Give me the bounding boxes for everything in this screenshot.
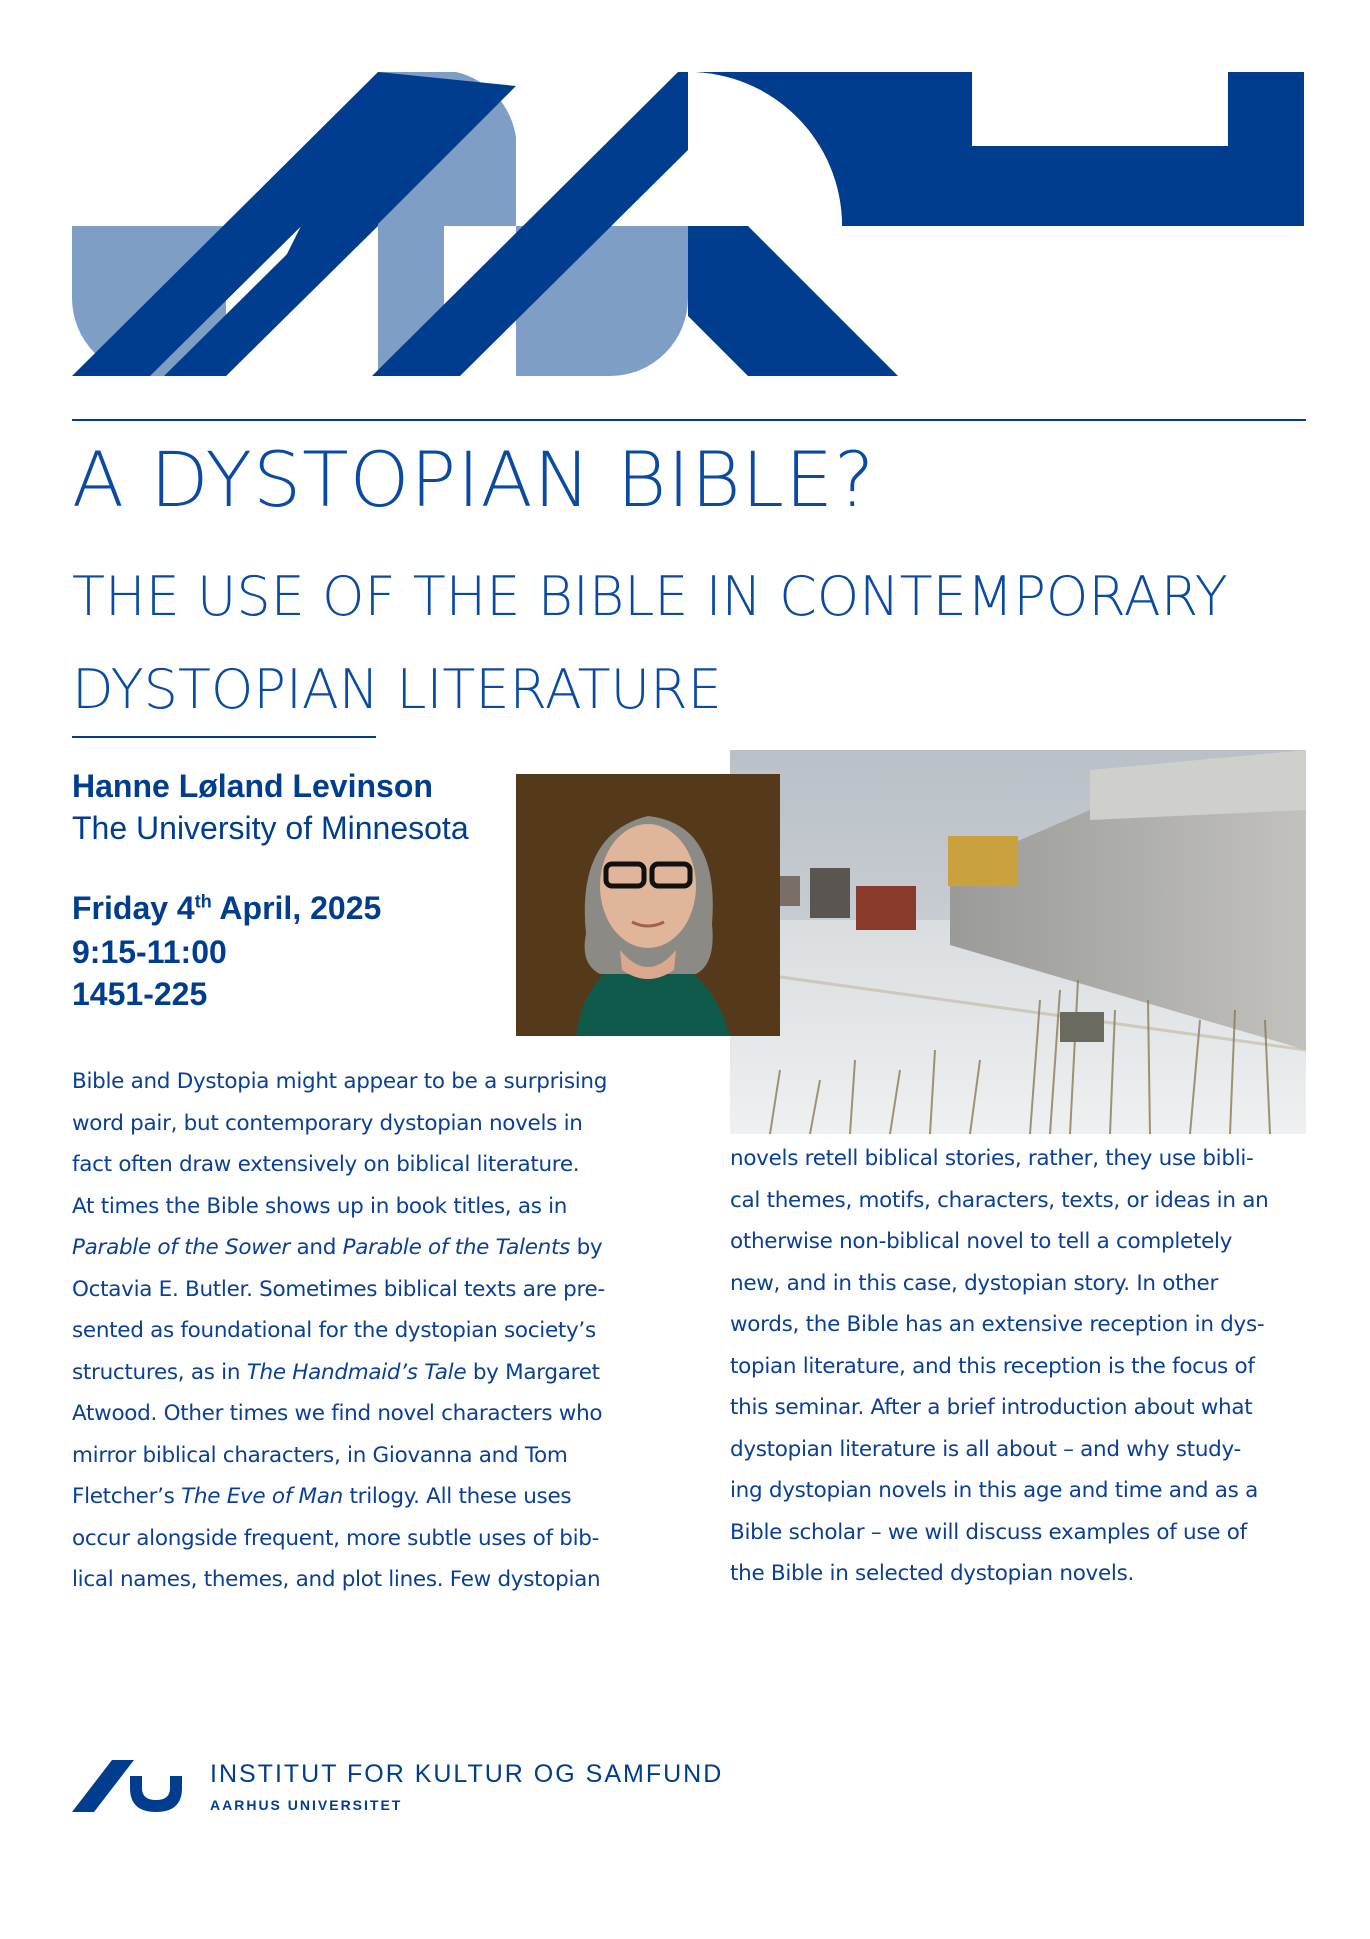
body-line: Bible scholar – we will discuss examples of use of xyxy=(730,1519,1247,1545)
subtitle-line-2: DYSTOPIAN LITERATURE xyxy=(72,658,722,721)
body-line: Octavia E. Butler. Sometimes biblical texts are pre- xyxy=(72,1276,605,1302)
body-line: At times the Bible shows up in book titles, as in xyxy=(72,1193,568,1219)
body-line: the Bible in selected dystopian novels. xyxy=(730,1561,1135,1586)
body-line: fact often draw extensively on biblical literature. xyxy=(72,1152,580,1177)
body-line: this seminar. After a brief introduction about what xyxy=(730,1395,1253,1420)
body-line: occur alongside frequent, more subtle uses of bib- xyxy=(72,1525,600,1551)
h-cut xyxy=(972,72,1228,146)
event-room: 1451-225 xyxy=(72,976,208,1012)
speaker-portrait xyxy=(516,774,780,1036)
header-graphic xyxy=(72,72,1304,380)
body-line: structures, as in The Handmaid’s Tale by Margaret xyxy=(72,1359,600,1385)
body-line: otherwise non-biblical novel to tell a completely xyxy=(730,1229,1233,1254)
body-line: mirror biblical characters, in Giovanna and Tom xyxy=(72,1442,568,1468)
body-column-1 xyxy=(72,1061,658,1601)
event-date: Friday 4th April, 2025 xyxy=(72,890,382,926)
body-line: cal themes, motifs, characters, texts, or ideas in an xyxy=(730,1187,1269,1213)
body-line: Atwood. Other times we find novel characters who xyxy=(72,1401,603,1426)
body-line: word pair, but contemporary dystopian novels in xyxy=(72,1110,583,1136)
body-line: Parable of the Sower and Parable of the Talents by xyxy=(72,1235,603,1260)
body-line: words, the Bible has an extensive reception in dys- xyxy=(730,1312,1265,1337)
body-line: Bible and Dystopia might appear to be a surprising xyxy=(72,1069,608,1094)
body-line: topian literature, and this reception is the focus of xyxy=(730,1353,1255,1379)
body-column-2 xyxy=(730,1138,1320,1595)
event-time: 9:15-11:00 xyxy=(72,934,227,970)
subtitle-rule xyxy=(72,736,376,738)
body-line: novels retell biblical stories, rather, they use bibli- xyxy=(730,1146,1254,1171)
page-title: A DYSTOPIAN BIBLE? xyxy=(72,435,876,524)
body-line: lical names, themes, and plot lines. Few dystopian xyxy=(72,1567,601,1592)
university-name: AARHUS UNIVERSITET xyxy=(210,1797,403,1813)
dark-r-leg xyxy=(688,226,898,376)
scene-photo xyxy=(730,750,1306,1134)
subtitle-line-1: THE USE OF THE BIBLE IN CONTEMPORARY xyxy=(72,565,1228,628)
body-line: new, and in this case, dystopian story. In other xyxy=(730,1270,1219,1296)
body-line: ing dystopian novels in this age and time and as a xyxy=(730,1478,1258,1503)
aarhus-university-logo xyxy=(72,1756,184,1812)
body-line: sented as foundational for the dystopian society’s xyxy=(72,1318,596,1343)
header-rule xyxy=(72,419,1306,421)
body-line: Fletcher’s The Eve of Man trilogy. All these uses xyxy=(72,1484,572,1509)
speaker-affiliation: The University of Minnesota xyxy=(72,810,469,846)
speaker-name: Hanne Løland Levinson xyxy=(72,768,433,804)
body-line: dystopian literature is all about – and why study- xyxy=(730,1436,1241,1462)
institute-name: INSTITUT FOR KULTUR OG SAMFUND xyxy=(210,1760,724,1788)
